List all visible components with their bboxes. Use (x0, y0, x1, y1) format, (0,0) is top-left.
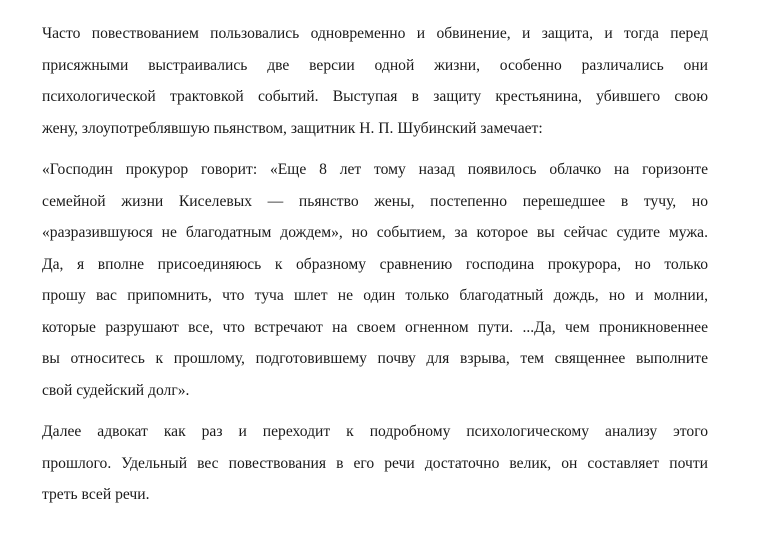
text-line: вы относитесь к прошлому, подготовившему почву для взрыва, тем священнее выполните (42, 350, 708, 367)
paragraph-1 (42, 18, 708, 144)
text-line: свой судейский долг». (42, 381, 190, 399)
text-line: треть всей речи. (42, 486, 150, 503)
text-line: «разразившуюся не благодатным дождем», но событием, за которое вы сейчас судите мужа. (42, 224, 708, 241)
text-line: присяжными выстраивались две версии одной жизни, особенно различались они (42, 56, 708, 74)
text-line: жену, злоупотреблявшую пьянством, защитник Н. П. Шубинский замечает: (42, 119, 543, 137)
text-line: Далее адвокат как раз и переходит к подробному психологическому анализу этого (42, 423, 708, 440)
text-line: прошлого. Удельный вес повествования в его речи достаточно велик, он составляет почти (42, 454, 708, 472)
text-line: прошу вас припомнить, что туча шлет не один только благодатный дождь, но и молнии, (42, 287, 708, 304)
paragraph-3 (42, 416, 708, 511)
document-body (42, 18, 708, 521)
text-line: Да, я вполне присоединяюсь к образному сравнению господина прокурора, но только (42, 255, 708, 273)
text-line: которые разрушают все, что встречают на своем огненном пути. ...Да, чем проникновеннее (42, 318, 708, 336)
paragraph-2-quote (42, 154, 708, 406)
text-line: «Господин прокурор говорит: «Еще 8 лет тому назад появилось облачко на горизонте (42, 161, 708, 178)
text-line: семейной жизни Киселевых — пьянство жены, постепенно перешедшее в тучу, но (42, 192, 708, 210)
text-line: психологической трактовкой событий. Выступая в защиту крестьянина, убившего свою (42, 88, 708, 105)
text-line: Часто повествованием пользовались одновременно и обвинение, и защита, и тогда перед (42, 25, 708, 42)
